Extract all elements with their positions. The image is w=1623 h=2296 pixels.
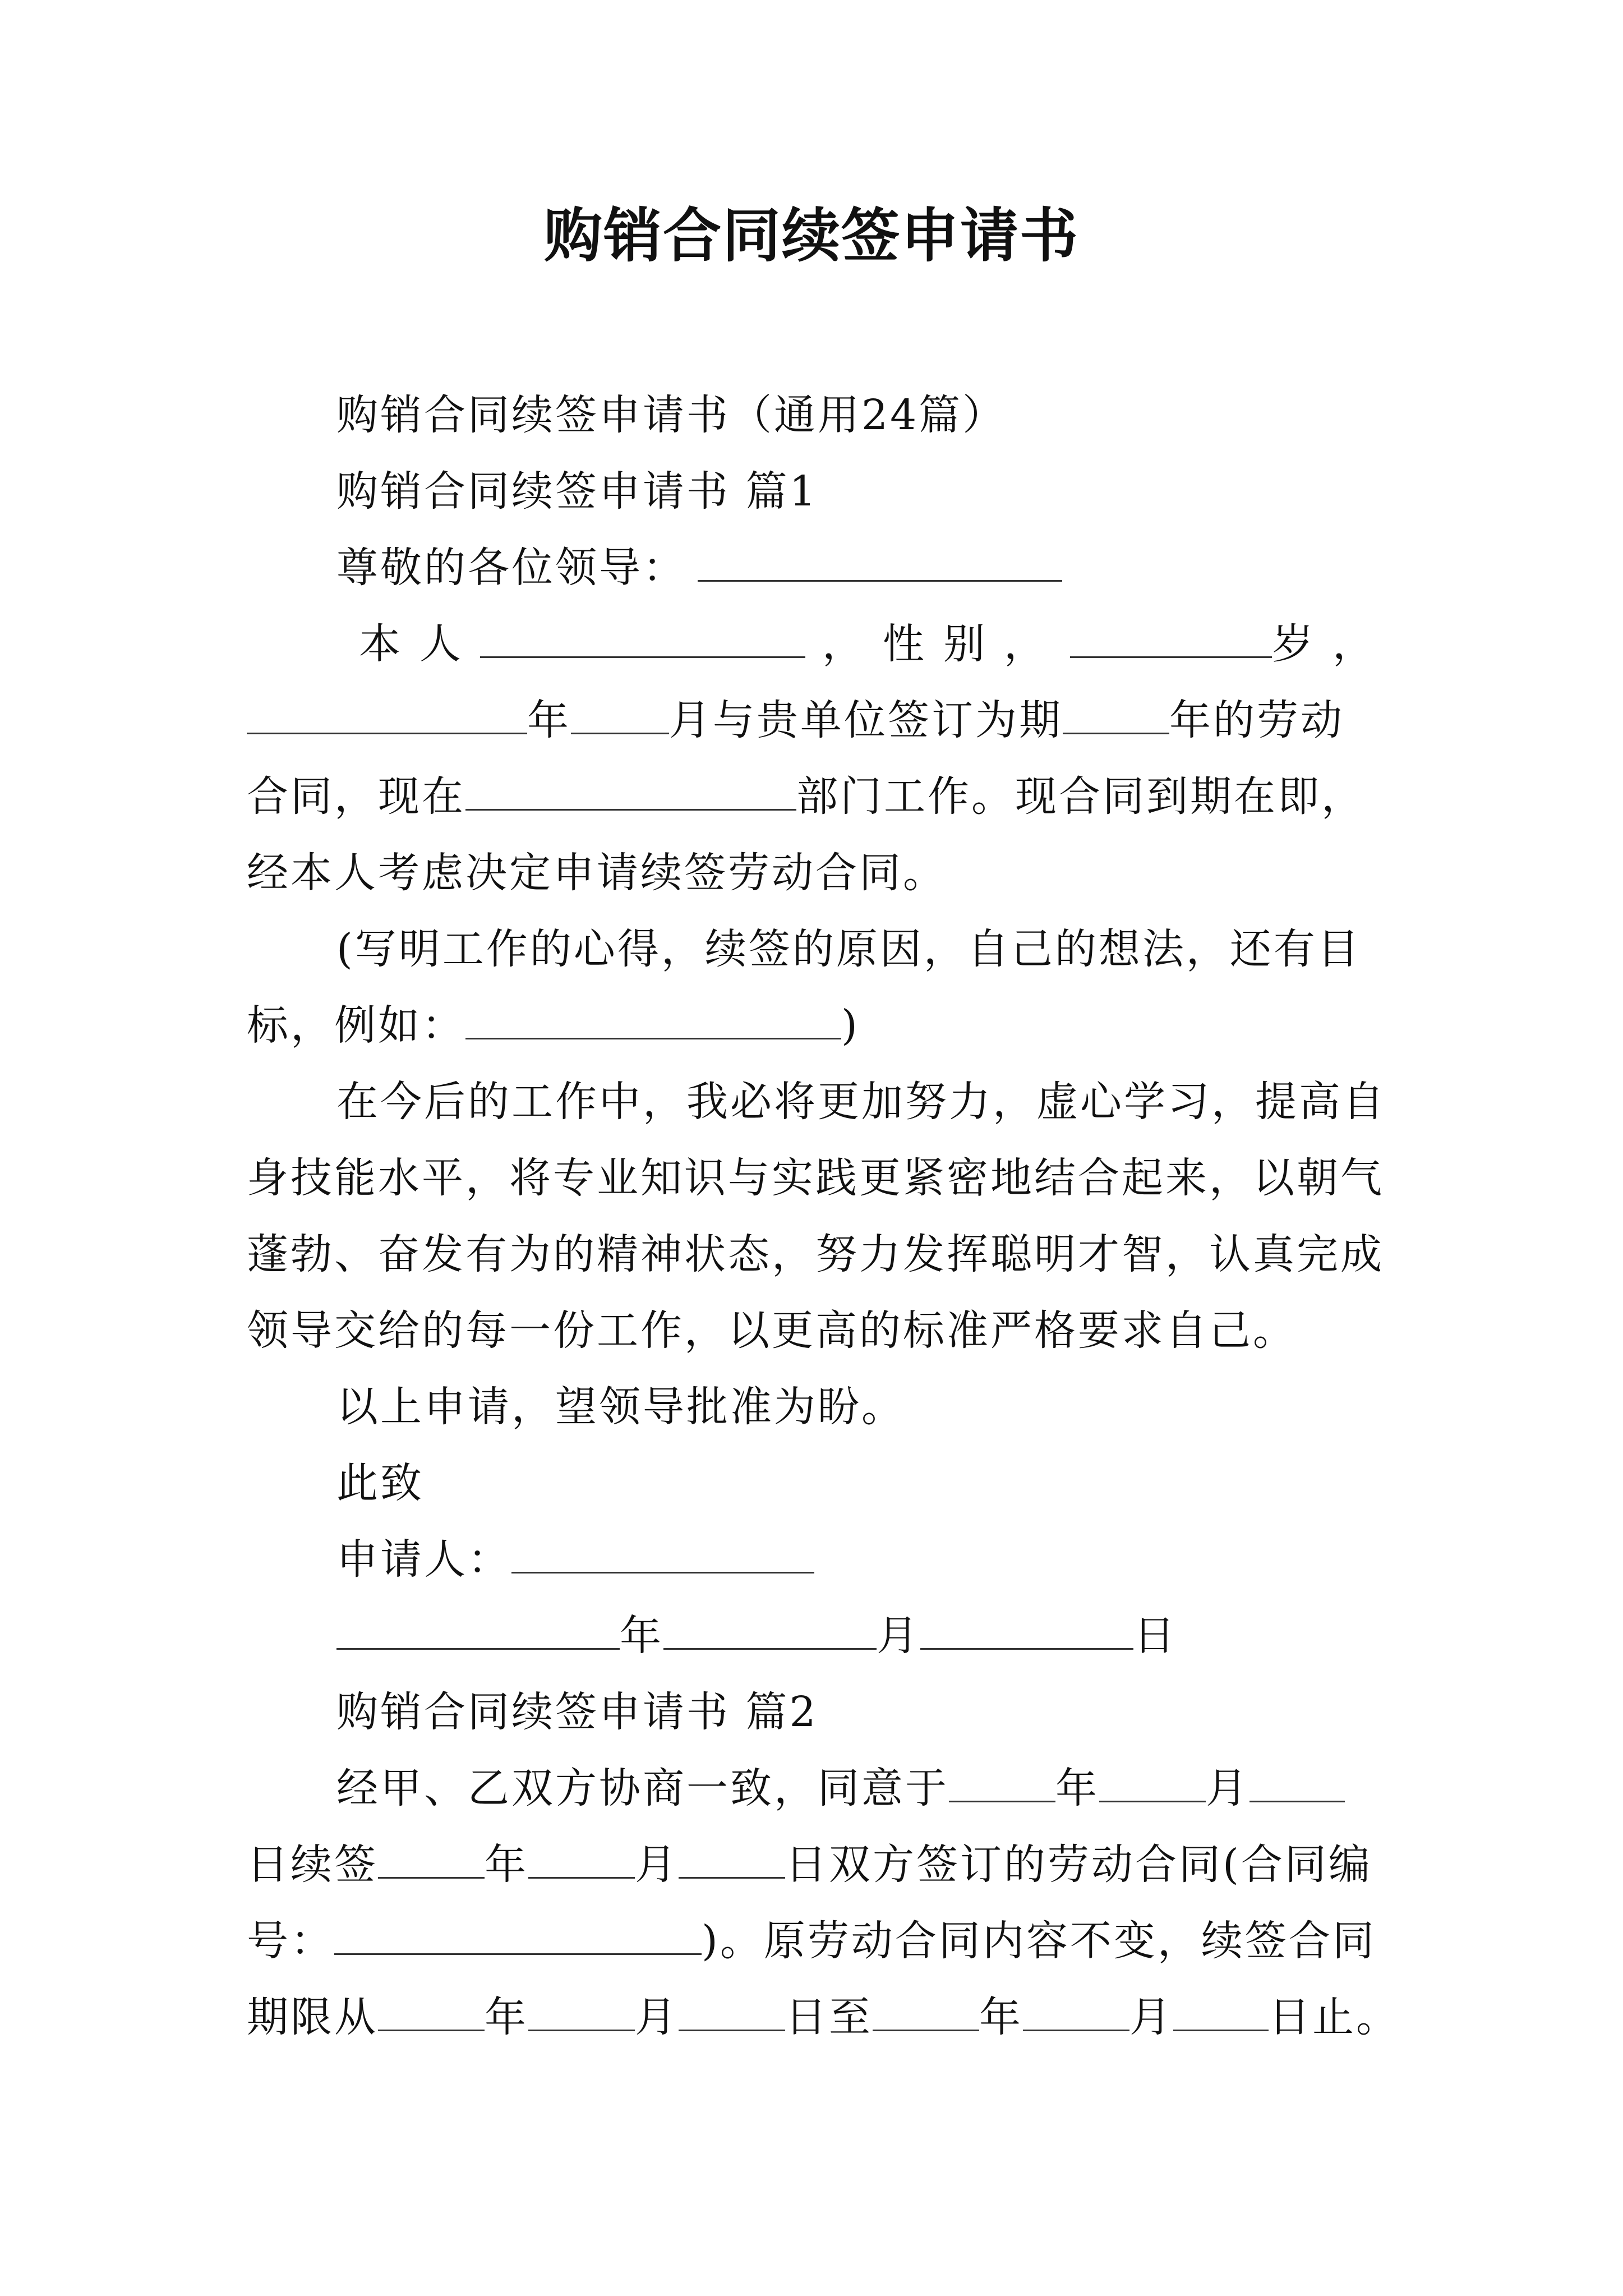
example-blank[interactable] (465, 1004, 841, 1039)
s2-m2: 月 (635, 1841, 679, 1889)
applicant-label: 申请人： (336, 1535, 511, 1584)
s2-blank-5[interactable] (528, 1843, 635, 1879)
s2-blank-3[interactable] (1249, 1767, 1345, 1802)
s2-blank-11[interactable] (1023, 1996, 1129, 2031)
s2-number-blank[interactable] (334, 1920, 702, 1955)
p1-line1 (359, 616, 1393, 672)
p5-cizhi: 此致 (336, 1459, 424, 1507)
date-day: 日 (1133, 1612, 1177, 1660)
s2-unchanged: )。原劳动合同内容不变，续签合同 (702, 1917, 1376, 1965)
s2-blank-8[interactable] (528, 1996, 635, 2031)
s2-m4: 月 (1129, 1993, 1173, 2041)
p3-line1: 在今后的工作中，我必将更加努力，虚心学习，提高自 (336, 1078, 1386, 1126)
p1-year: 年 (527, 696, 571, 744)
s2-line1 (336, 1760, 1345, 1816)
p3-line2: 身技能水平，将专业知识与实践更紧密地结合起来，以朝气 (247, 1154, 1384, 1202)
applicant-line (336, 1531, 814, 1588)
document-title: 购销合同续签申请书 (543, 201, 1079, 270)
leader-blank[interactable] (698, 546, 1062, 582)
s2-blank-12[interactable] (1173, 1996, 1269, 2031)
s2-blank-1[interactable] (949, 1767, 1055, 1802)
date-year: 年 (620, 1612, 663, 1660)
p1-dept: 部门工作。现合同到期在即， (796, 772, 1365, 821)
s2-line4 (247, 1989, 1400, 2045)
subtitle: 购销合同续签申请书（通用24篇） (336, 391, 1007, 439)
date-year-blank[interactable] (336, 1614, 620, 1650)
s2-y4: 年 (979, 1993, 1023, 2041)
date-day-blank[interactable] (920, 1614, 1133, 1650)
s2-number-label: 号： (247, 1917, 334, 1965)
p3-line3: 蓬勃、奋发有为的精神状态，努力发挥聪明才智，认真完成 (247, 1230, 1384, 1278)
p1-benren: 本人 (359, 620, 480, 668)
s2-y2: 年 (485, 1841, 528, 1889)
s2-line2 (247, 1837, 1372, 1893)
dept-blank[interactable] (465, 775, 796, 811)
salutation-line (336, 540, 1062, 596)
s2-blank-2[interactable] (1099, 1767, 1206, 1802)
p2-line1: (写明工作的心得，续签的原因，自己的想法，还有目 (336, 925, 1361, 973)
s2-end: 日止。 (1269, 1993, 1400, 2041)
s2-y3: 年 (485, 1993, 528, 2041)
s2-blank-10[interactable] (873, 1996, 979, 2031)
date-month-blank[interactable] (663, 1614, 877, 1650)
section1-heading: 购销合同续签申请书 篇1 (336, 467, 818, 516)
s2-agree: 经甲、乙双方协商一致，同意于 (336, 1764, 949, 1812)
p1-line2 (247, 692, 1344, 748)
s2-from: 期限从 (247, 1993, 378, 2041)
date-line (336, 1608, 1177, 1664)
section2-heading: 购销合同续签申请书 篇2 (336, 1688, 818, 1736)
p1-line4: 经本人考虑决定申请续签劳动合同。 (247, 849, 947, 897)
s2-signed: 日双方签订的劳动合同(合同编 (785, 1841, 1372, 1889)
s2-renew: 日续签 (247, 1841, 378, 1889)
s2-blank-7[interactable] (378, 1996, 485, 2031)
p1-gender: ，性别， (822, 620, 1064, 668)
applicant-blank[interactable] (511, 1538, 814, 1573)
salutation: 尊敬的各位领导： (336, 544, 686, 592)
s2-y1: 年 (1055, 1764, 1099, 1812)
p2-close: ) (841, 1001, 860, 1050)
s2-blank-4[interactable] (378, 1843, 485, 1879)
p1-line3 (247, 769, 1365, 825)
p2-example: 标，例如： (247, 1001, 465, 1050)
p3-line4: 领导交给的每一份工作，以更高的标准严格要求自己。 (247, 1306, 1297, 1355)
term-blank[interactable] (1063, 699, 1169, 734)
year-blank[interactable] (247, 699, 527, 734)
name-blank[interactable] (480, 623, 805, 658)
s2-line3 (247, 1913, 1376, 1969)
s2-blank-6[interactable] (679, 1843, 785, 1879)
month-blank[interactable] (571, 699, 669, 734)
p1-age: 岁， (1272, 620, 1393, 668)
p1-contract: 合同，现在 (247, 772, 465, 821)
p2-line2 (247, 997, 860, 1053)
p1-term: 年的劳动 (1169, 696, 1344, 744)
p4-request: 以上申请，望领导批准为盼。 (336, 1383, 905, 1431)
date-month: 月 (877, 1612, 920, 1660)
s2-m3: 月 (635, 1993, 679, 2041)
p1-month: 月与贵单位签订为期 (669, 696, 1063, 744)
s2-m1: 月 (1206, 1764, 1249, 1812)
s2-to: 日至 (785, 1993, 873, 2041)
s2-blank-9[interactable] (679, 1996, 785, 2031)
gender-blank[interactable] (1070, 623, 1272, 658)
